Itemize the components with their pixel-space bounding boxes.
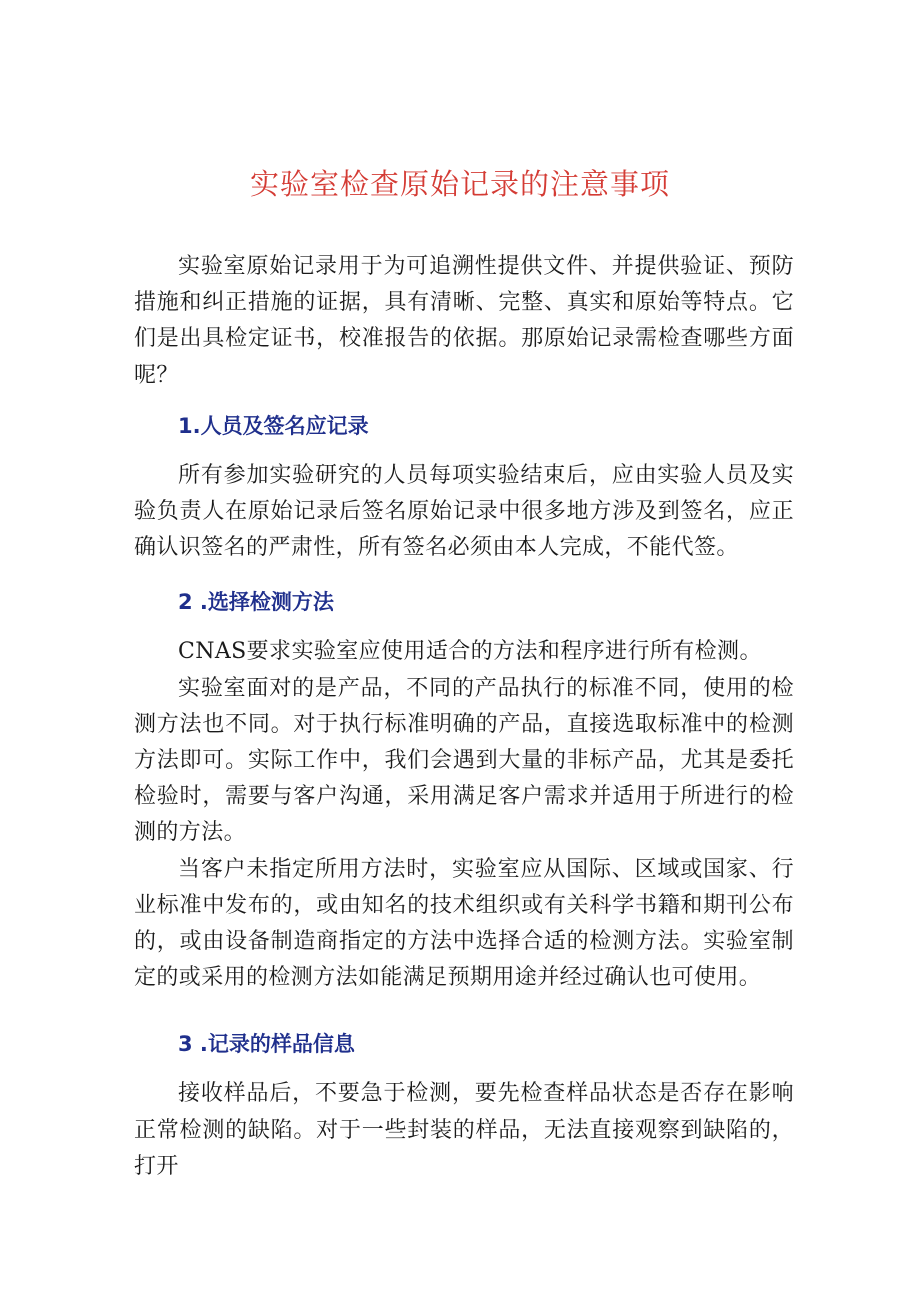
intro-paragraph: 实验室原始记录用于为可追溯性提供文件、并提供验证、预防措施和纠正措施的证据，具有清晰、完整、真实和原始等特点。它们是出具检定证书，校准报告的依据。那原始记录需检查哪些方面呢？ <box>134 254 794 388</box>
document-title: 实验室检查原始记录的注意事项 <box>249 167 670 201</box>
section-2-paragraph-3: 当客户未指定所用方法时，实验室应从国际、区域或国家、行业标准中发布的，或由知名的技术组织或有关科学书籍和期刊公布的，或由设备制造商指定的方法中选择合适的检测方法。实验室制定的或采用的检测方法如能满足预期用途并经过确认也可使用。 <box>134 856 794 991</box>
section-3-paragraph-1: 接收样品后，不要急于检测，要先检查样品状态是否存在影响正常检测的缺陷。对于一些封装的样品，无法直接观察到缺陷的，打开 <box>134 1081 794 1179</box>
section-1-paragraph-1: 所有参加实验研究的人员每项实验结束后，应由实验人员及实验负责人在原始记录后签名原始记录中很多地方涉及到签名，应正确认识签名的严肃性，所有签名必须由本人完成，不能代签。 <box>134 462 794 561</box>
section-2-paragraph-1: CNAS要求实验室应使用适合的方法和程序进行所有检测。 <box>178 639 762 665</box>
section-heading-3: 3 .记录的样品信息 <box>178 1032 355 1057</box>
section-2-paragraph-2: 实验室面对的是产品，不同的产品执行的标准不同，使用的检测方法也不同。对于执行标准明确的产品，直接选取标准中的检测方法即可。实际工作中，我们会遇到大量的非标产品，尤其是委托检验时，需要与客户沟通，采用满足客户需求并适用于所进行的检测的方法。 <box>134 675 794 846</box>
section-heading-1: 1.人员及签名应记录 <box>178 413 369 438</box>
section-heading-2: 2 .选择检测方法 <box>178 590 334 615</box>
document-body <box>134 249 794 1185</box>
